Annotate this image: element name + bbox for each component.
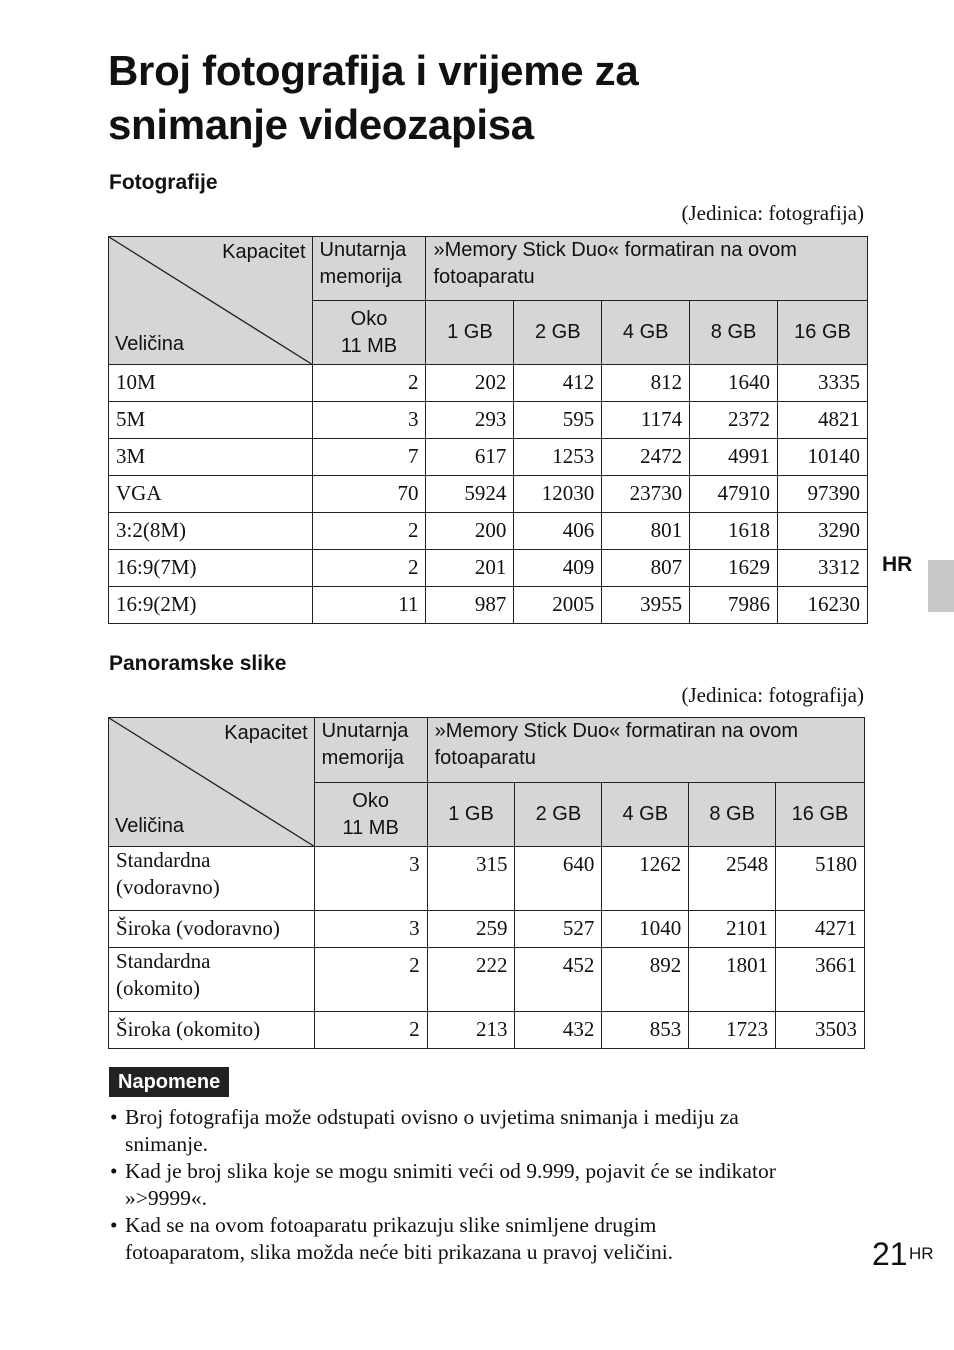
- table-cell: 3955: [602, 587, 690, 624]
- table-cell: 5180: [776, 847, 865, 911]
- table-cell: 1723: [689, 1012, 776, 1049]
- table-cell: 47910: [690, 476, 778, 513]
- table-row: [109, 948, 865, 1012]
- table-cell: 200: [426, 513, 514, 550]
- language-tab-marker: [928, 560, 954, 612]
- table-row: [109, 439, 868, 476]
- table-row: [109, 1012, 865, 1049]
- table-cell: 315: [427, 847, 515, 911]
- table-cell: 70: [312, 476, 426, 513]
- oko-line-2: 11 MB: [342, 816, 399, 839]
- table-cell: 259: [427, 911, 515, 948]
- row-label-line-2: (vodoravno): [116, 875, 220, 899]
- photo-count-table: [108, 236, 868, 624]
- internal-memory-header: [314, 718, 427, 783]
- list-item: [108, 1212, 868, 1266]
- table-cell: 412: [514, 365, 602, 402]
- memory-stick-header: [426, 237, 868, 301]
- table-cell: 202: [426, 365, 514, 402]
- row-label: [109, 948, 315, 1012]
- table-cell: 527: [515, 911, 602, 948]
- table-cell: 1262: [602, 847, 689, 911]
- diagonal-header-cell: [109, 718, 315, 847]
- table-cell: 3: [312, 402, 426, 439]
- note-line-2: »>9999«.: [125, 1186, 208, 1210]
- internal-memory-line-1: Unutarnja: [319, 239, 407, 261]
- capacity-column-header: 1 GB: [427, 783, 515, 847]
- capacity-column-header: 2 GB: [514, 301, 602, 365]
- table-row: [109, 847, 865, 911]
- table-cell: 807: [602, 550, 690, 587]
- capacity-column-header: 1 GB: [426, 301, 514, 365]
- memory-stick-header: [427, 718, 864, 783]
- table-cell: 432: [515, 1012, 602, 1049]
- table-cell: 5924: [426, 476, 514, 513]
- notes-list: [108, 1104, 868, 1266]
- row-label: 3:2(8M): [109, 513, 313, 550]
- table-cell: 23730: [602, 476, 690, 513]
- table-cell: 3312: [778, 550, 868, 587]
- oko-line-2: 11 MB: [340, 334, 398, 357]
- table-cell: 617: [426, 439, 514, 476]
- row-label: 3M: [109, 439, 313, 476]
- table-cell: 11: [312, 587, 426, 624]
- table-cell: 10140: [778, 439, 868, 476]
- language-tab-label: HR: [882, 553, 913, 576]
- table-cell: 801: [602, 513, 690, 550]
- list-item: [108, 1158, 868, 1212]
- table-cell: 1618: [690, 513, 778, 550]
- table-cell: 2548: [689, 847, 776, 911]
- table-cell: 3: [314, 911, 427, 948]
- table-cell: 3661: [776, 948, 865, 1012]
- capacity-column-header: 16 GB: [778, 301, 868, 365]
- capacity-column-header: 2 GB: [515, 783, 602, 847]
- table-cell: 2: [312, 365, 426, 402]
- page-number: 21: [872, 1236, 908, 1272]
- table-cell: 2: [312, 513, 426, 550]
- table-cell: 2: [312, 550, 426, 587]
- capacity-column-header: 8 GB: [690, 301, 778, 365]
- internal-capacity-header: [314, 783, 427, 847]
- table-cell: 3290: [778, 513, 868, 550]
- table-row: [109, 402, 868, 439]
- table-cell: 987: [426, 587, 514, 624]
- page-number-suffix: HR: [909, 1244, 934, 1263]
- table-row: [109, 911, 865, 948]
- table-row: [109, 476, 868, 513]
- table-cell: 1640: [690, 365, 778, 402]
- oko-line-1: Oko: [350, 307, 388, 330]
- capacity-column-header: 4 GB: [602, 301, 690, 365]
- diagonal-header-cell: [109, 237, 313, 365]
- row-label-line-1: Standardna: [116, 949, 211, 973]
- table-cell: 3503: [776, 1012, 865, 1049]
- table-cell: 201: [426, 550, 514, 587]
- capacity-label: Kapacitet: [222, 241, 306, 263]
- internal-memory-line-2: memorija: [321, 747, 404, 769]
- table-cell: 640: [515, 847, 602, 911]
- table-cell: 213: [427, 1012, 515, 1049]
- note-line-2: fotoaparatom, slika možda neće biti prikazana u pravoj veličini.: [125, 1240, 674, 1264]
- capacity-column-header: 8 GB: [689, 783, 776, 847]
- size-label: Veličina: [115, 815, 184, 837]
- notes-badge: Napomene: [109, 1067, 229, 1097]
- memory-stick-line-1: »Memory Stick Duo« formatiran na ovom: [434, 720, 799, 742]
- table-row: [109, 550, 868, 587]
- table-cell: 892: [602, 948, 689, 1012]
- table-cell: 2472: [602, 439, 690, 476]
- table-cell: 4271: [776, 911, 865, 948]
- row-label-line-1: Standardna: [116, 848, 211, 872]
- table-cell: 7986: [690, 587, 778, 624]
- memory-stick-line-1: »Memory Stick Duo« formatiran na ovom: [433, 239, 797, 261]
- memory-stick-line-2: fotoaparatu: [434, 747, 536, 769]
- table-cell: 1253: [514, 439, 602, 476]
- row-label: VGA: [109, 476, 313, 513]
- note-line-1: Broj fotografija može odstupati ovisno o uvjetima snimanja i mediju za: [125, 1105, 739, 1129]
- table-row: [109, 513, 868, 550]
- table-cell: 1174: [602, 402, 690, 439]
- row-label: Široka (okomito): [109, 1012, 315, 1049]
- table-cell: 2: [314, 1012, 427, 1049]
- table-cell: 452: [515, 948, 602, 1012]
- unit-note-photos: (Jedinica: fotografija): [681, 201, 864, 225]
- internal-memory-header: [312, 237, 426, 301]
- table-cell: 853: [602, 1012, 689, 1049]
- table-cell: 409: [514, 550, 602, 587]
- table-cell: 293: [426, 402, 514, 439]
- table-cell: 2005: [514, 587, 602, 624]
- row-label: [109, 847, 315, 911]
- row-label: 10M: [109, 365, 313, 402]
- capacity-column-header: 16 GB: [776, 783, 865, 847]
- internal-capacity-header: [312, 301, 426, 365]
- table-cell: 3: [314, 847, 427, 911]
- section-heading-photos: Fotografije: [109, 171, 218, 194]
- table-header-row: [109, 718, 865, 783]
- table-cell: 4991: [690, 439, 778, 476]
- table-cell: 2101: [689, 911, 776, 948]
- table-cell: 1040: [602, 911, 689, 948]
- size-label: Veličina: [115, 333, 184, 355]
- unit-note-panorama: (Jedinica: fotografija): [681, 683, 864, 707]
- table-row: [109, 365, 868, 402]
- table-cell: 1629: [690, 550, 778, 587]
- internal-memory-line-1: Unutarnja: [321, 720, 409, 742]
- oko-line-1: Oko: [352, 789, 389, 812]
- capacity-label: Kapacitet: [224, 722, 308, 744]
- note-line-1: Kad se na ovom fotoaparatu prikazuju slike snimljene drugim: [125, 1213, 657, 1237]
- table-row: [109, 587, 868, 624]
- row-label-line-2: (okomito): [116, 976, 200, 1000]
- row-label: 16:9(2M): [109, 587, 313, 624]
- list-item: [108, 1104, 868, 1158]
- row-label: 16:9(7M): [109, 550, 313, 587]
- row-label: 5M: [109, 402, 313, 439]
- note-line-2: snimanje.: [125, 1132, 208, 1156]
- table-cell: 3335: [778, 365, 868, 402]
- table-cell: 595: [514, 402, 602, 439]
- table-cell: 222: [427, 948, 515, 1012]
- table-cell: 4821: [778, 402, 868, 439]
- table-cell: 7: [312, 439, 426, 476]
- table-header-row: [109, 237, 868, 301]
- page-title: [108, 44, 868, 152]
- table-cell: 812: [602, 365, 690, 402]
- title-line-2: snimanje videozapisa: [108, 101, 534, 148]
- panorama-count-table: [108, 717, 865, 1049]
- note-line-1: Kad je broj slika koje se mogu snimiti veći od 9.999, pojavit će se indikator: [125, 1159, 776, 1183]
- internal-memory-line-2: memorija: [319, 266, 402, 288]
- table-cell: 2: [314, 948, 427, 1012]
- table-cell: 16230: [778, 587, 868, 624]
- capacity-column-header: 4 GB: [602, 783, 689, 847]
- row-label: Široka (vodoravno): [109, 911, 315, 948]
- section-heading-panorama: Panoramske slike: [109, 652, 287, 675]
- table-cell: 406: [514, 513, 602, 550]
- table-cell: 1801: [689, 948, 776, 1012]
- table-cell: 2372: [690, 402, 778, 439]
- title-line-1: Broj fotografija i vrijeme za: [108, 47, 639, 94]
- memory-stick-line-2: fotoaparatu: [433, 266, 535, 288]
- table-cell: 97390: [778, 476, 868, 513]
- table-cell: 12030: [514, 476, 602, 513]
